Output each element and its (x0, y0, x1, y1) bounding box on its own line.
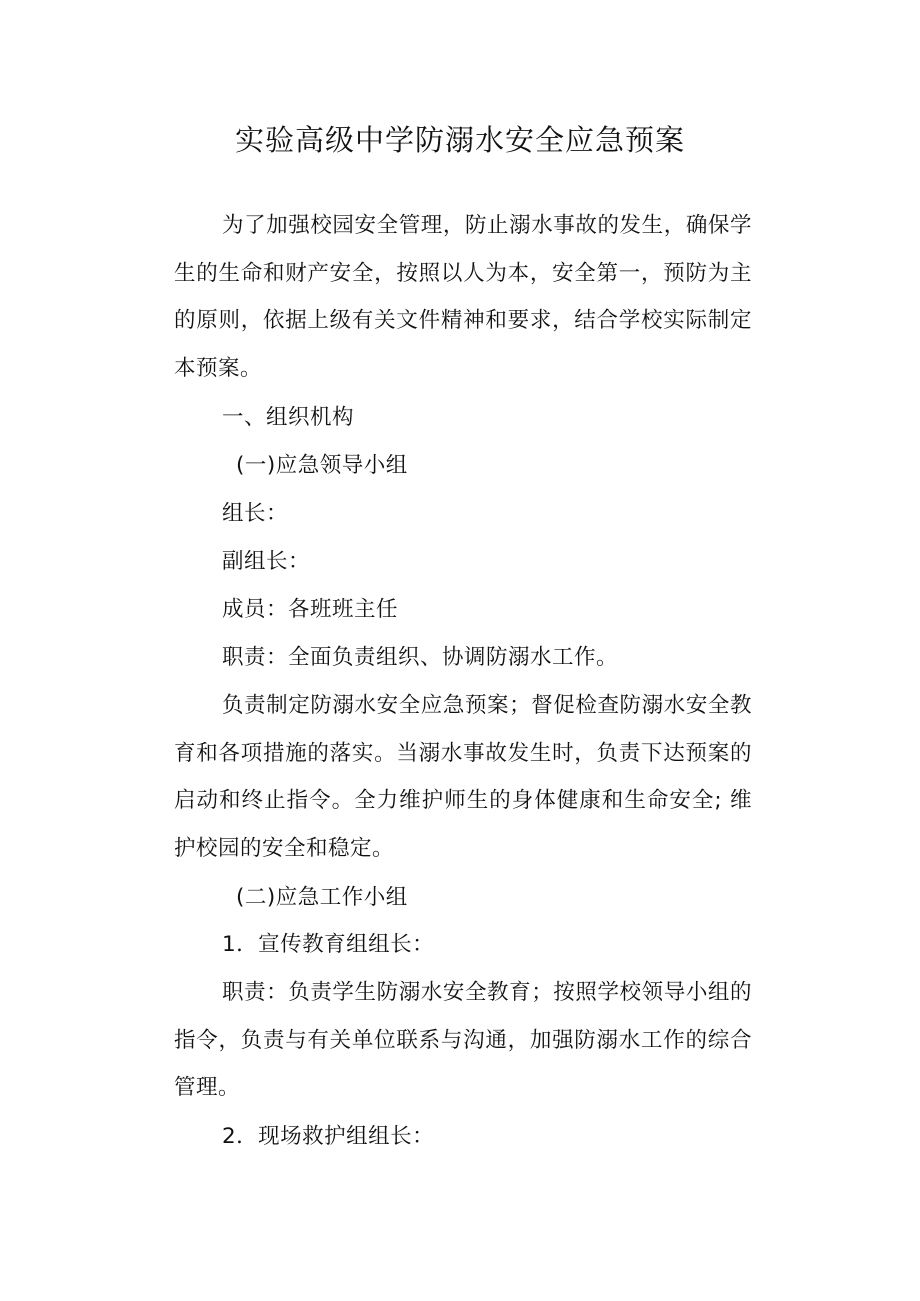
section-heading-organization: 一、组织机构 (222, 405, 355, 430)
leader-line: 组长： (222, 501, 289, 526)
group-publicity-education-line: 1．宣传教育组组长： (222, 932, 435, 957)
members-line: 成员：各班班主任 (222, 597, 399, 622)
intro-paragraph: 为了加强校园安全管理，防止溺水事故的发生，确保学生的生命和财产安全，按照以人为本，安全第一，预防为主的原则，依据上级有关文件精神和要求，结合学校实际制定本预案。 (174, 213, 752, 381)
deputy-leader-line: 副组长： (222, 549, 311, 574)
document-title: 实验高级中学防溺水安全应急预案 (234, 123, 685, 157)
group-rescue-line: 2．现场救护组组长： (222, 1124, 435, 1149)
subsection-heading-working-group: (二)应急工作小组 (236, 885, 408, 910)
subsection-heading-leadership: (一)应急领导小组 (236, 453, 408, 478)
group-publicity-duty-paragraph: 职责：负责学生防溺水安全教育；按照学校领导小组的指令，负责与有关单位联系与沟通，加强防溺水工作的综合管理。 (174, 980, 752, 1100)
duty-line: 职责：全面负责组织、协调防溺水工作。 (222, 645, 619, 670)
duty-detail-paragraph: 负责制定防溺水安全应急预案；督促检查防溺水安全教育和各项措施的落实。当溺水事故发生时，负责下达预案的启动和终止指令。全力维护师生的身体健康和生命安全; 维护校园的安全和稳定。 (174, 693, 752, 861)
